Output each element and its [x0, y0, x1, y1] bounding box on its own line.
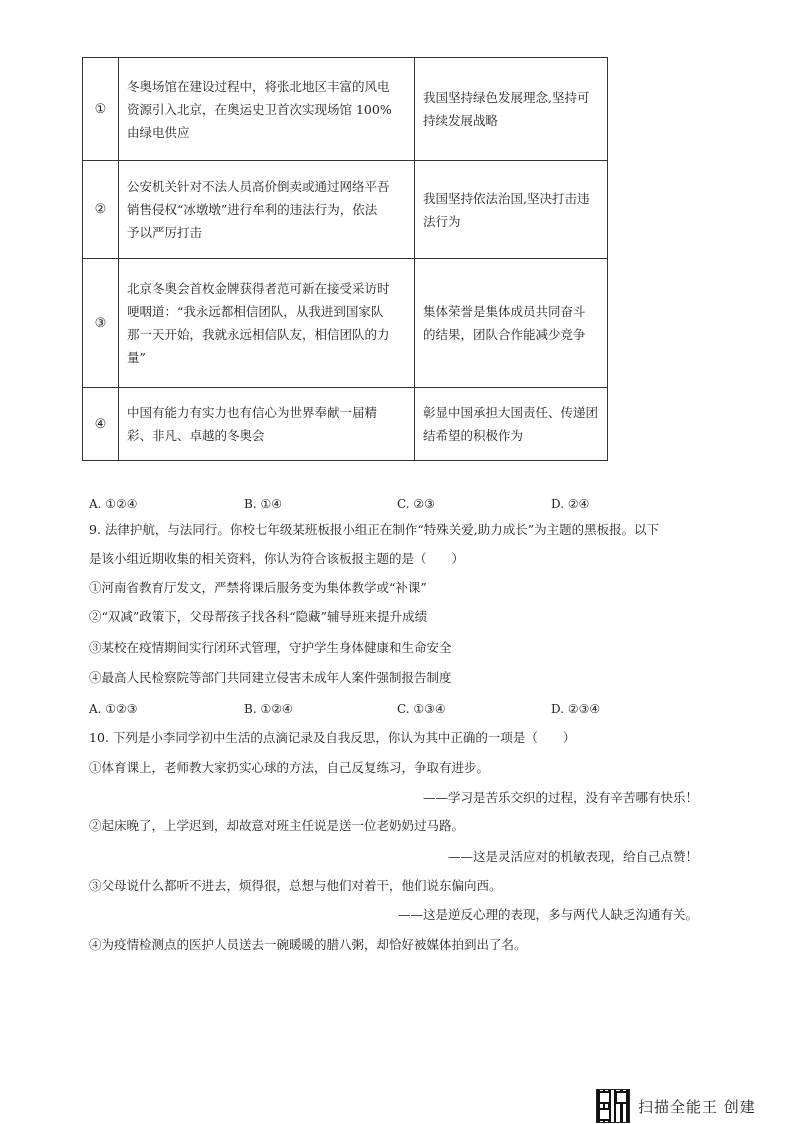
- qr-code-icon: [596, 1089, 630, 1123]
- q8-option-d[interactable]: D. ②④: [551, 497, 590, 511]
- q9-option-b[interactable]: B. ①②④: [244, 702, 293, 716]
- event-cell: [119, 388, 415, 461]
- cell-line: 结希望的积极作为: [423, 428, 524, 443]
- q9-option-d[interactable]: D. ②③④: [551, 702, 601, 716]
- q10-item-1: ①体育课上，老师教大家扔实心球的方法，自己反复练习，争取有进步。: [89, 760, 490, 775]
- question-8-table: [82, 57, 608, 461]
- q9-item-4: ④最高人民检察院等部门共同建立侵害未成年人案件强制报告制度: [89, 670, 452, 685]
- q8-option-c[interactable]: C. ②③: [397, 497, 435, 511]
- cell-line: 彩、非凡、卓越的冬奥会: [127, 428, 265, 443]
- q10-reflection-2: ——这是灵活应对的机敏表现，给自己点赞！: [447, 849, 698, 864]
- analysis-cell: [415, 259, 608, 388]
- q9-option-c[interactable]: C. ①③④: [397, 702, 446, 716]
- cell-line: 销售侵权“冰墩墩”进行牟利的违法行为，依法: [127, 202, 378, 217]
- cell-line: 冬奥场馆在建设过程中，将张北地区丰富的风电: [127, 78, 390, 94]
- analysis-cell: [415, 388, 608, 461]
- cell-line: 公安机关针对不法人员高价倒卖或通过网络平吾: [127, 179, 390, 194]
- cell-line: 那一天开始，我就永远相信队友，相信团队的力: [127, 327, 390, 342]
- q10-item-2: ②起床晚了，上学迟到，却故意对班主任说是送一位老奶奶过马路。: [89, 818, 465, 833]
- cell-line: 彰显中国承担大国责任、传递团: [423, 405, 599, 420]
- row-number: ④: [83, 388, 119, 461]
- q10-item-4: ④为疫情检测点的医护人员送去一碗暖暖的腊八粥，却恰好被媒体拍到出了名。: [89, 937, 527, 952]
- cell-line: 的结果，团队合作能减少竞争: [423, 327, 586, 342]
- q9-item-1: ①河南省教育厅发文，严禁将课后服务变为集体教学或“补课”: [89, 580, 427, 595]
- q10-reflection-1: ——学习是苦乐交织的过程，没有辛苦哪有快乐！: [422, 790, 698, 805]
- cell-line: 中国有能力有实力也有信心为世界奉献一届精: [127, 405, 378, 420]
- cell-line: 予以严厉打击: [127, 225, 203, 240]
- row-number: ①: [83, 58, 119, 161]
- table-row: [83, 161, 608, 259]
- q8-option-a[interactable]: A. ①②④: [89, 497, 138, 511]
- analysis-cell: [415, 58, 608, 161]
- q10-item-3: ③父母说什么都听不进去，烦得很，总想与他们对着干，他们说东偏向西。: [89, 878, 502, 893]
- row-number: ②: [83, 161, 119, 259]
- table-row: [83, 58, 608, 161]
- cell-line: 我国坚持依法治国,坚决打击违: [423, 190, 590, 206]
- cell-line: 资源引入北京，在奥运史卫首次实现场馆 100%: [127, 101, 392, 117]
- cell-line: 量”: [127, 350, 146, 365]
- cell-line: 集体荣誉是集体成员共同奋斗: [423, 304, 586, 319]
- cell-line: 哽咽道：“我永远都相信团队，从我进到国家队: [127, 304, 384, 319]
- scanner-watermark: [596, 1088, 756, 1124]
- analysis-cell: [415, 161, 608, 259]
- q8-option-b[interactable]: B. ①④: [244, 497, 282, 511]
- q9-item-2: ②“双减”政策下，父母帮孩子找各科“隐藏”辅导班来提升成绩: [89, 609, 428, 624]
- cell-line: 持续发展战略: [423, 113, 499, 128]
- q9-stem-line-1: 9. 法律护航，与法同行。你校七年级某班板报小组正在制作“特殊关爱,助力成长”为主题的黑板报。以下: [89, 522, 660, 537]
- q10-stem: 10. 下列是小李同学初中生活的点滴记录及自我反思，你认为其中正确的一项是（ ）: [89, 730, 576, 745]
- scanner-brand-text: 扫描全能王 创建: [638, 1097, 756, 1116]
- q9-item-3: ③某校在疫情期间实行闭环式管理，守护学生身体健康和生命安全: [89, 640, 452, 655]
- event-cell: [119, 161, 415, 259]
- cell-line: 我国坚持绿色发展理念,坚持可: [423, 90, 590, 105]
- event-cell: [119, 58, 415, 161]
- q9-stem-line-2: 是该小组近期收集的相关资料，你认为符合该板报主题的是（ ）: [89, 551, 465, 566]
- q10-reflection-3: ——这是逆反心理的表现，多与两代人缺乏沟通有关。: [397, 907, 698, 922]
- cell-line: 由绿电供应: [127, 124, 190, 140]
- table-row: [83, 259, 608, 388]
- cell-line: 北京冬奥会首枚金牌获得者范可新在接受采访时: [127, 281, 390, 296]
- q9-option-a[interactable]: A. ①②③: [89, 702, 138, 716]
- row-number: ③: [83, 259, 119, 388]
- event-cell: [119, 259, 415, 388]
- cell-line: 法行为: [423, 213, 461, 229]
- table-row: [83, 388, 608, 461]
